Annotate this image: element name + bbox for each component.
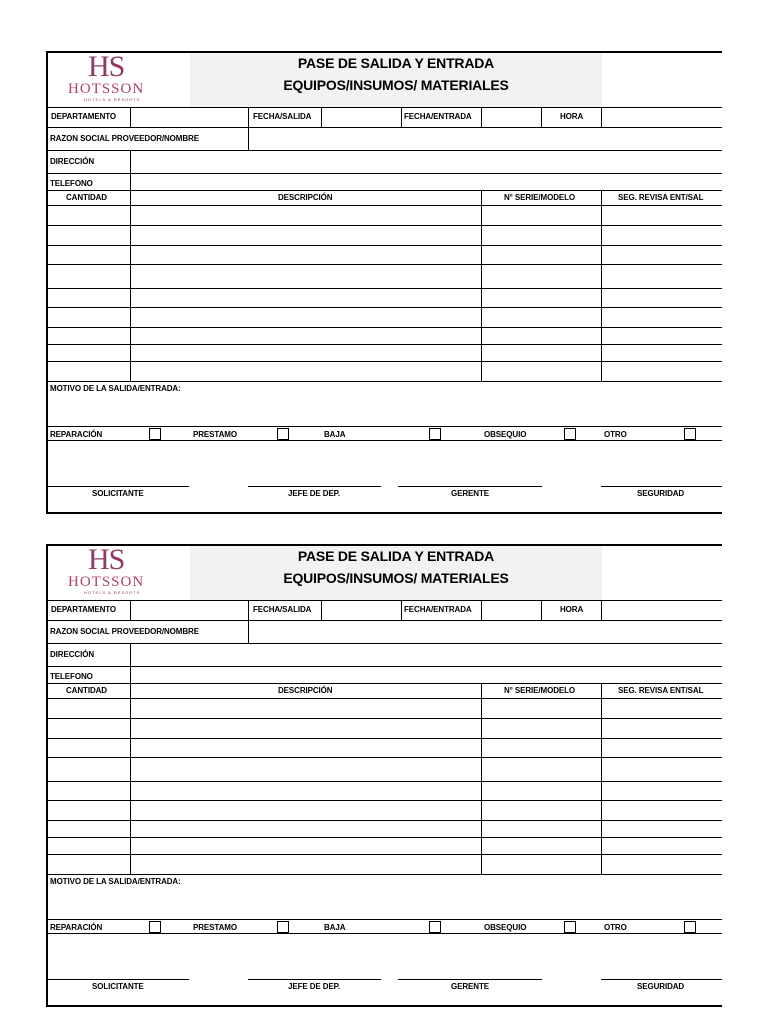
telefono-field[interactable] [131,667,722,683]
signature-line [398,486,542,487]
hora-field[interactable] [602,108,722,127]
signature-line [248,486,381,487]
otro-label: OTRO [604,923,627,932]
form-title: PASE DE SALIDA Y ENTRADA [297,55,495,71]
otro-label: OTRO [604,430,627,439]
direccion-label: DIRECCIÓN [50,650,94,659]
fecha-salida-field[interactable] [322,601,401,620]
seguridad-label: SEGURIDAD [637,489,685,498]
telefono-field[interactable] [131,174,722,190]
obsequio-checkbox[interactable] [564,921,576,933]
signature-line [398,979,542,980]
departamento-field[interactable] [131,108,248,127]
motivo-field[interactable] [48,396,722,426]
gerente-label: GERENTE [451,489,489,498]
direccion-label: DIRECCIÓN [50,157,94,166]
baja-label: BAJA [324,923,346,932]
prestamo-label: PRESTAMO [193,923,237,932]
form-subtitle: EQUIPOS/INSUMOS/ MATERIALES [283,570,509,586]
gerente-label: GERENTE [451,982,489,991]
direccion-field[interactable] [131,644,722,666]
serie-modelo-header: N° SERIE/MODELO [504,193,576,202]
jefe-dep-label: JEFE DE DEP. [288,489,341,498]
motivo-field[interactable] [48,889,722,919]
departamento-label: DEPARTAMENTO [51,605,117,614]
obsequio-checkbox[interactable] [564,428,576,440]
telefono-label: TELEFONO [50,179,93,188]
obsequio-label: OBSEQUIO [484,923,527,932]
razon-social-label: RAZON SOCIAL PROVEEDOR/NOMBRE [50,134,199,143]
exit-entry-pass-form [46,51,722,514]
prestamo-label: PRESTAMO [193,430,237,439]
hora-label: HORA [560,605,584,614]
signature-line [48,486,189,487]
prestamo-checkbox[interactable] [277,921,289,933]
cantidad-header: CANTIDAD [66,193,107,202]
prestamo-checkbox[interactable] [277,428,289,440]
serie-modelo-header: N° SERIE/MODELO [504,686,576,695]
reparacion-label: REPARACIÓN [50,430,103,439]
form-subtitle: EQUIPOS/INSUMOS/ MATERIALES [283,77,509,93]
reparacion-checkbox[interactable] [149,428,161,440]
otro-checkbox[interactable] [684,428,696,440]
form-title: PASE DE SALIDA Y ENTRADA [297,548,495,564]
cantidad-header: CANTIDAD [66,686,107,695]
solicitante-label: SOLICITANTE [92,982,144,991]
hora-label: HORA [560,112,584,121]
reparacion-checkbox[interactable] [149,921,161,933]
exit-entry-pass-form [46,544,722,1007]
otro-checkbox[interactable] [684,921,696,933]
departamento-field[interactable] [131,601,248,620]
razon-social-label: RAZON SOCIAL PROVEEDOR/NOMBRE [50,627,199,636]
hora-field[interactable] [602,601,722,620]
motivo-label: MOTIVO DE LA SALIDA/ENTRADA: [50,384,181,393]
signature-line [601,486,722,487]
motivo-label: MOTIVO DE LA SALIDA/ENTRADA: [50,877,181,886]
fecha-salida-label: FECHA/SALIDA [253,605,312,614]
reparacion-label: REPARACIÓN [50,923,103,932]
fecha-salida-field[interactable] [322,108,401,127]
telefono-label: TELEFONO [50,672,93,681]
obsequio-label: OBSEQUIO [484,430,527,439]
seguridad-label: SEGURIDAD [637,982,685,991]
signature-line [48,979,189,980]
solicitante-label: SOLICITANTE [92,489,144,498]
descripcion-header: DESCRIPCIÓN [278,686,333,695]
fecha-entrada-label: FECHA/ENTRADA [404,605,472,614]
descripcion-header: DESCRIPCIÓN [278,193,333,202]
signature-line [601,979,722,980]
signature-line [248,979,381,980]
direccion-field[interactable] [131,151,722,173]
baja-checkbox[interactable] [429,428,441,440]
seg-revisa-header: SEG. REVISA ENT/SAL [618,686,704,695]
fecha-entrada-field[interactable] [482,108,541,127]
razon-social-field[interactable] [249,128,722,150]
razon-social-field[interactable] [249,621,722,643]
fecha-salida-label: FECHA/SALIDA [253,112,312,121]
baja-checkbox[interactable] [429,921,441,933]
fecha-entrada-label: FECHA/ENTRADA [404,112,472,121]
jefe-dep-label: JEFE DE DEP. [288,982,341,991]
fecha-entrada-field[interactable] [482,601,541,620]
departamento-label: DEPARTAMENTO [51,112,117,121]
hotsson-logo: HS HOTSSON HOTELS & RESORTS [68,543,145,595]
baja-label: BAJA [324,430,346,439]
seg-revisa-header: SEG. REVISA ENT/SAL [618,193,704,202]
hotsson-logo: HS HOTSSON HOTELS & RESORTS [68,50,145,102]
